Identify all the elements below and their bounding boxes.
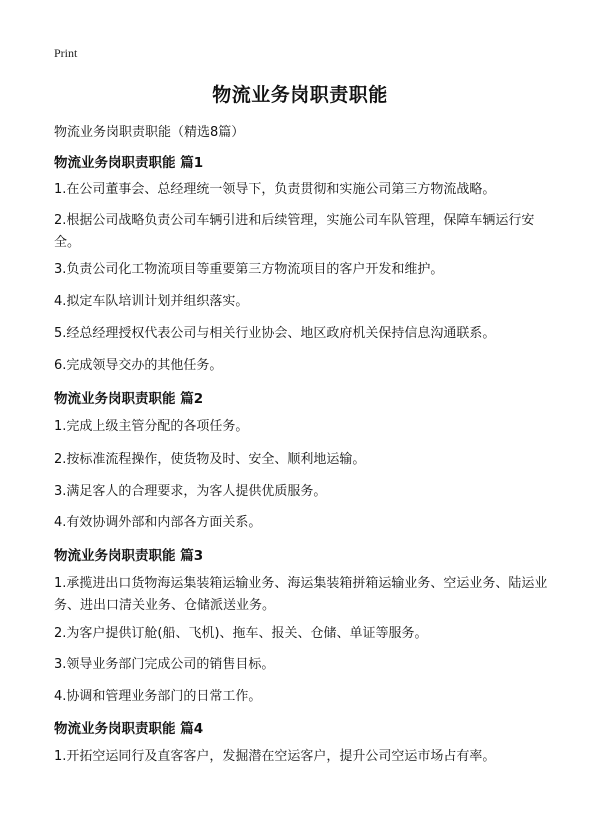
list-item: 4.有效协调外部和内部各方面关系。 <box>54 515 262 530</box>
list-item: 6.完成领导交办的其他任务。 <box>54 358 223 373</box>
list-item: 2.为客户提供订舱(船、飞机)、拖车、报关、仓储、单证等服务。 <box>54 626 428 641</box>
list-item: 4.拟定车队培训计划并组织落实。 <box>54 294 249 309</box>
section-heading-1: 物流业务岗职责职能 篇1 <box>54 155 204 171</box>
list-item: 2.按标准流程操作，使货物及时、安全、顺利地运输。 <box>54 452 366 467</box>
page-title: 物流业务岗职责职能 <box>212 84 388 106</box>
list-item: 3.领导业务部门完成公司的销售目标。 <box>54 657 275 672</box>
list-item: 1.完成上级主管分配的各项任务。 <box>54 419 249 434</box>
list-item: 4.协调和管理业务部门的日常工作。 <box>54 689 262 704</box>
section-heading-3: 物流业务岗职责职能 篇3 <box>54 548 204 564</box>
list-item: 1.承揽进出口货物海运集装箱运输业务、海运集装箱拼箱运输业务、空运业务、陆运业务、进出口清关业务、仓储派送业务。 <box>54 576 548 613</box>
list-item: 2.根据公司战略负责公司车辆引进和后续管理，实施公司车队管理，保障车辆运行安全。 <box>54 213 535 250</box>
list-item: 5.经总经理授权代表公司与相关行业协会、地区政府机关保持信息沟通联系。 <box>54 326 496 341</box>
section-heading-2: 物流业务岗职责职能 篇2 <box>54 391 204 407</box>
list-item: 1.在公司董事会、总经理统一领导下，负责贯彻和实施公司第三方物流战略。 <box>54 182 496 197</box>
section-heading-4: 物流业务岗职责职能 篇4 <box>54 721 204 737</box>
document-subtitle: 物流业务岗职责职能（精选8篇） <box>54 125 245 140</box>
list-item: 1.开拓空运同行及直客客户，发掘潜在空运客户，提升公司空运市场占有率。 <box>54 749 496 764</box>
print-link[interactable]: Print <box>54 46 78 60</box>
list-item: 3.负责公司化工物流项目等重要第三方物流项目的客户开发和维护。 <box>54 262 444 277</box>
list-item: 3.满足客人的合理要求，为客人提供优质服务。 <box>54 484 327 499</box>
